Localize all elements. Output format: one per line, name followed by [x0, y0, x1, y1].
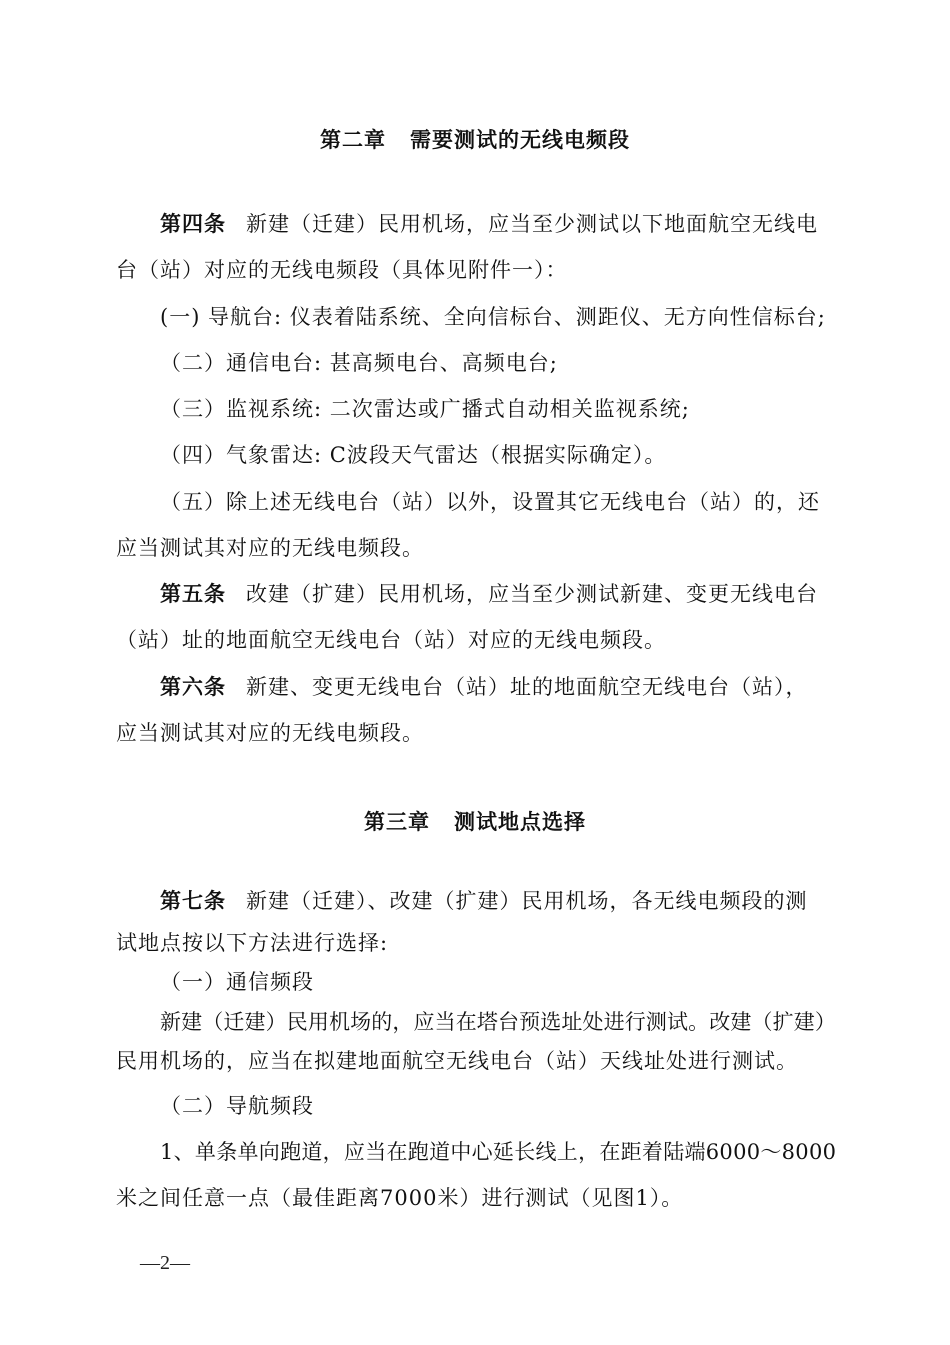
article-6-line-1 [160, 673, 808, 701]
article-6-text-1: 新建、变更无线电台（站）址的地面航空无线电台（站）， [246, 675, 808, 699]
article-5-line-1 [160, 580, 818, 608]
article-7-subsection-1-title: （一）通信频段 [160, 970, 314, 994]
article-5-line-2: （站）址的地面航空无线电台（站）对应的无线电频段。 [116, 628, 666, 652]
article-4-item-4: （四）气象雷达: C波段天气雷达（根据实际确定）。 [160, 443, 667, 467]
article-6-line-2: 应当测试其对应的无线电频段。 [116, 721, 424, 745]
chapter-2-heading [0, 126, 950, 154]
article-5-label: 第五条 [160, 582, 226, 606]
article-7-subsection-1-line-2: 民用机场的，应当在拟建地面航空无线电台（站）天线址处进行测试。 [116, 1049, 798, 1073]
page-number: —2— [140, 1252, 190, 1274]
article-7-label: 第七条 [160, 889, 226, 913]
article-4-item-5-line-2: 应当测试其对应的无线电频段。 [116, 536, 424, 560]
article-7-text-1: 新建（迁建）、改建（扩建）民用机场，各无线电频段的测 [246, 889, 808, 913]
article-7-line-2: 试地点按以下方法进行选择: [116, 931, 389, 955]
article-5-text-1: 改建（扩建）民用机场，应当至少测试新建、变更无线电台 [246, 582, 818, 606]
chapter-2-title: 第二章 [320, 128, 386, 152]
article-7-subsection-2-line-1: 1、单条单向跑道，应当在跑道中心延长线上，在距着陆端6000～8000 [160, 1140, 837, 1164]
article-4-item-3: （三）监视系统: 二次雷达或广播式自动相关监视系统; [160, 397, 690, 421]
article-7-line-1 [160, 887, 808, 915]
chapter-2-subtitle: 需要测试的无线电频段 [410, 128, 630, 152]
article-7-subsection-2-line-2: 米之间任意一点（最佳距离7000米）进行测试（见图1）。 [116, 1186, 684, 1210]
chapter-3-subtitle: 测试地点选择 [454, 810, 586, 834]
article-4-line-2: 台（站）对应的无线电频段（具体见附件一）： [116, 258, 568, 282]
article-4-text-1: 新建（迁建）民用机场，应当至少测试以下地面航空无线电 [246, 212, 818, 236]
article-4-item-2: （二）通信电台: 甚高频电台、高频电台; [160, 351, 558, 375]
chapter-3-heading [0, 808, 950, 836]
article-4-line-1 [160, 210, 818, 238]
article-6-label: 第六条 [160, 675, 226, 699]
article-7-subsection-2-title: （二）导航频段 [160, 1094, 314, 1118]
article-4-item-1: (一) 导航台: 仪表着陆系统、全向信标台、测距仪、无方向性信标台; [160, 305, 826, 329]
article-7-subsection-1-line-1: 新建（迁建）民用机场的，应当在塔台预选址处进行测试。改建（扩建） [160, 1010, 836, 1034]
article-4-item-5-line-1: （五）除上述无线电台（站）以外，设置其它无线电台（站）的，还 [160, 490, 820, 514]
chapter-3-title: 第三章 [364, 810, 430, 834]
article-4-label: 第四条 [160, 212, 226, 236]
